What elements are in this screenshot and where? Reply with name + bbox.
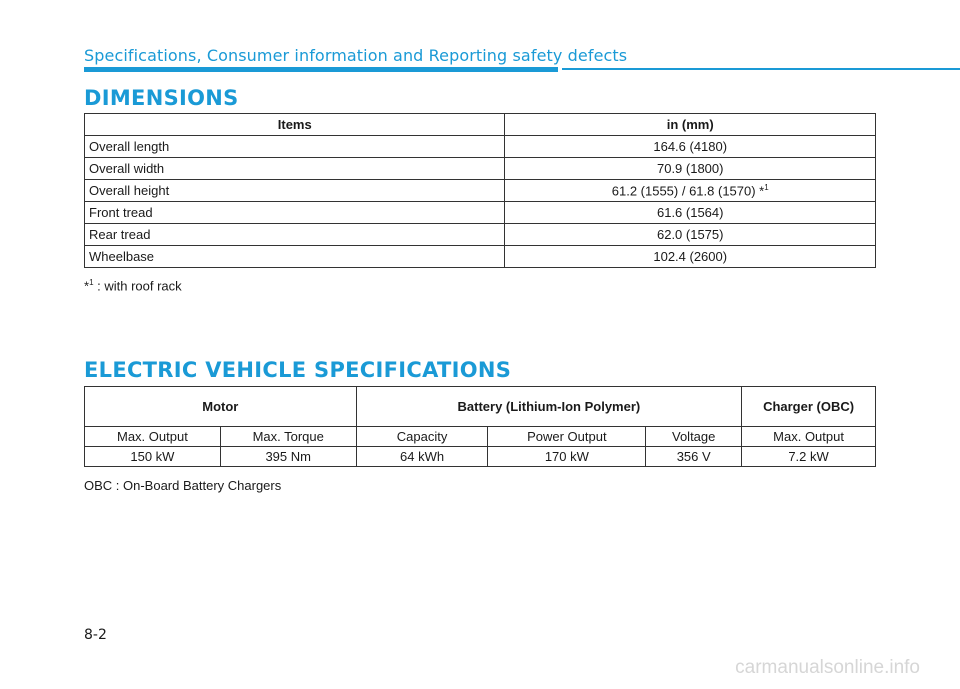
group-header-motor: Motor: [85, 387, 357, 427]
column-header-value: in (mm): [505, 114, 876, 136]
subheader-cell: Voltage: [646, 427, 742, 447]
table-row: [85, 158, 876, 180]
value-cell: 7.2 kW: [742, 447, 876, 467]
row-value: 70.9 (1800): [505, 158, 876, 180]
footnote-superscript: 1: [764, 182, 769, 192]
table-header-row: [85, 387, 876, 427]
footnote-superscript: 1: [89, 278, 94, 287]
table-subheader-row: [85, 427, 876, 447]
footnote-text: : with roof rack: [93, 278, 182, 294]
subheader-cell: Capacity: [356, 427, 488, 447]
row-value-cell: [505, 180, 876, 202]
header-rule-thick: [84, 67, 558, 72]
group-header-battery: Battery (Lithium-Ion Polymer): [356, 387, 742, 427]
watermark: carmanualsonline.info: [735, 657, 920, 678]
subheader-cell: Max. Output: [85, 427, 221, 447]
value-cell: 356 V: [646, 447, 742, 467]
dimensions-table: [84, 113, 876, 268]
dimensions-footnote: [84, 278, 182, 293]
table-row: [85, 136, 876, 158]
value-cell: 64 kWh: [356, 447, 488, 467]
subheader-cell: Power Output: [488, 427, 646, 447]
table-row: [85, 447, 876, 467]
page-header-title: Specifications, Consumer information and Reporting safety defects: [84, 46, 628, 65]
table-row: [85, 180, 876, 202]
table-header-row: [85, 114, 876, 136]
ev-specs-table: [84, 386, 876, 467]
value-cell: 170 kW: [488, 447, 646, 467]
row-item: Front tread: [85, 202, 505, 224]
row-value: 102.4 (2600): [505, 246, 876, 268]
table-row: [85, 246, 876, 268]
column-header-items: Items: [85, 114, 505, 136]
row-item: Overall length: [85, 136, 505, 158]
row-item: Overall height: [85, 180, 505, 202]
row-value: 62.0 (1575): [505, 224, 876, 246]
obc-note: OBC : On-Board Battery Chargers: [84, 478, 282, 493]
ev-specs-section-title: ELECTRIC VEHICLE SPECIFICATIONS: [84, 358, 512, 382]
subheader-cell: Max. Output: [742, 427, 876, 447]
value-cell: 395 Nm: [220, 447, 356, 467]
row-value: 164.6 (4180): [505, 136, 876, 158]
row-item: Wheelbase: [85, 246, 505, 268]
value-cell: 150 kW: [85, 447, 221, 467]
header-rule-thin: [562, 68, 960, 70]
dimensions-section-title: DIMENSIONS: [84, 86, 239, 110]
subheader-cell: Max. Torque: [220, 427, 356, 447]
table-row: [85, 224, 876, 246]
row-value: 61.2 (1555) / 61.8 (1570) *: [611, 183, 765, 199]
row-item: Overall width: [85, 158, 505, 180]
footnote-mark: *: [84, 278, 90, 294]
group-header-charger: Charger (OBC): [742, 387, 876, 427]
page-number: 8-2: [84, 627, 107, 643]
row-item: Rear tread: [85, 224, 505, 246]
table-row: [85, 202, 876, 224]
row-value: 61.6 (1564): [505, 202, 876, 224]
